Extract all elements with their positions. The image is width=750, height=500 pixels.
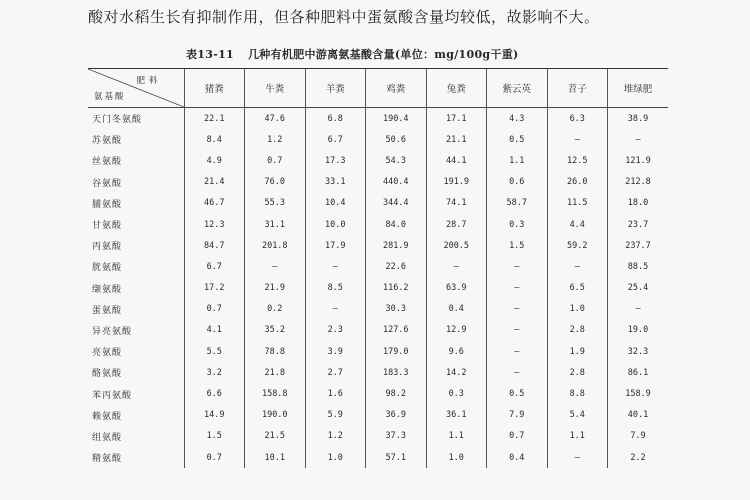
- table-cell: —: [608, 129, 669, 150]
- table-cell: 40.1: [608, 405, 669, 426]
- table-cell: 23.7: [608, 214, 669, 235]
- table-cell: —: [487, 256, 548, 277]
- table-cell: 1.2: [305, 426, 366, 447]
- table-cell: 11.5: [547, 193, 608, 214]
- table-cell: 21.5: [245, 426, 306, 447]
- table-cell: 1.5: [184, 426, 245, 447]
- table-cell: 76.0: [245, 172, 306, 193]
- table-cell: 74.1: [426, 193, 487, 214]
- table-cell: 33.1: [305, 172, 366, 193]
- table-cell: 1.1: [547, 426, 608, 447]
- table-cell: 6.5: [547, 278, 608, 299]
- table-cell: 201.8: [245, 235, 306, 256]
- table-cell: 35.2: [245, 320, 306, 341]
- table-cell: 84.0: [366, 214, 427, 235]
- table-cell: —: [487, 320, 548, 341]
- table-cell: 46.7: [184, 193, 245, 214]
- table-cell: 4.3: [487, 108, 548, 130]
- table-cell: —: [547, 129, 608, 150]
- table-cell: 4.9: [184, 150, 245, 171]
- table-cell: 0.6: [487, 172, 548, 193]
- table-cell: 6.7: [305, 129, 366, 150]
- table-cell: 1.0: [426, 447, 487, 468]
- table-cell: 21.9: [245, 278, 306, 299]
- row-label: 异亮氨酸: [92, 326, 133, 337]
- table-cell: 21.1: [426, 129, 487, 150]
- table-cell: 440.4: [366, 172, 427, 193]
- table-cell: 0.7: [184, 299, 245, 320]
- table-cell: —: [487, 341, 548, 362]
- table-cell: 17.3: [305, 150, 366, 171]
- table-cell: 31.1: [245, 214, 306, 235]
- table-cell: 7.9: [608, 426, 669, 447]
- row-label: 酪氨酸: [92, 369, 123, 380]
- row-label: 赖氨酸: [92, 411, 123, 422]
- table-cell: 2.8: [547, 362, 608, 383]
- table-cell: 22.1: [184, 108, 245, 130]
- table-row: [88, 172, 668, 193]
- intro-paragraph: 酸对水稻生长有抑制作用，但各种肥料中蛋氨酸含量均较低，故影响不大。: [88, 8, 600, 26]
- table-cell: 55.3: [245, 193, 306, 214]
- table-cell: 5.5: [184, 341, 245, 362]
- table-cell: 0.3: [426, 383, 487, 404]
- table-row: [88, 383, 668, 404]
- table-row: [88, 214, 668, 235]
- table-cell: 127.6: [366, 320, 427, 341]
- table-cell: 17.1: [426, 108, 487, 130]
- table-cell: 18.0: [608, 193, 669, 214]
- table-cell: 1.6: [305, 383, 366, 404]
- table-cell: 28.7: [426, 214, 487, 235]
- table-row: [88, 320, 668, 341]
- table-cell: —: [426, 256, 487, 277]
- table-cell: 63.9: [426, 278, 487, 299]
- table-cell: 4.1: [184, 320, 245, 341]
- table-row: [88, 235, 668, 256]
- column-header: 苕子: [547, 69, 608, 108]
- table-cell: 1.9: [547, 341, 608, 362]
- table-cell: 6.3: [547, 108, 608, 130]
- corner-label-fertilizer: 肥料: [136, 76, 162, 86]
- table-cell: 0.7: [487, 426, 548, 447]
- table-row: [88, 193, 668, 214]
- table-cell: 54.3: [366, 150, 427, 171]
- table-cell: 37.3: [366, 426, 427, 447]
- row-label: 丝氨酸: [92, 157, 123, 168]
- table-cell: 3.9: [305, 341, 366, 362]
- diagonal-header-cell: [88, 69, 184, 108]
- column-header: 羊粪: [305, 69, 366, 108]
- table-cell: 12.5: [547, 150, 608, 171]
- table-cell: 2.8: [547, 320, 608, 341]
- table-header-row: [88, 69, 668, 108]
- table-cell: 10.4: [305, 193, 366, 214]
- table-cell: 237.7: [608, 235, 669, 256]
- table-cell: 1.5: [487, 235, 548, 256]
- column-header: 鸡粪: [366, 69, 427, 108]
- table-cell: 36.9: [366, 405, 427, 426]
- table-cell: 30.3: [366, 299, 427, 320]
- table-cell: 7.9: [487, 405, 548, 426]
- table-row: [88, 447, 668, 468]
- table-cell: 183.3: [366, 362, 427, 383]
- table-row: [88, 362, 668, 383]
- amino-acid-table: [88, 68, 668, 468]
- table-cell: —: [608, 299, 669, 320]
- table-cell: 14.2: [426, 362, 487, 383]
- table-cell: 0.2: [245, 299, 306, 320]
- table-cell: 1.0: [305, 447, 366, 468]
- table-cell: —: [547, 256, 608, 277]
- table-cell: 0.4: [426, 299, 487, 320]
- row-label: 苯丙氨酸: [92, 390, 133, 401]
- table-cell: 21.8: [245, 362, 306, 383]
- table-cell: —: [487, 299, 548, 320]
- corner-label-amino-acid: 氨基酸: [94, 92, 126, 102]
- table-cell: —: [245, 256, 306, 277]
- table-cell: 179.0: [366, 341, 427, 362]
- row-label: 脯氨酸: [92, 199, 123, 210]
- table-cell: 2.7: [305, 362, 366, 383]
- table-cell: 14.9: [184, 405, 245, 426]
- row-label: 胱氨酸: [92, 263, 123, 274]
- table-cell: 344.4: [366, 193, 427, 214]
- column-header: 紫云英: [487, 69, 548, 108]
- row-label: 蛋氨酸: [92, 305, 123, 316]
- table-cell: 78.8: [245, 341, 306, 362]
- table-cell: 1.1: [487, 150, 548, 171]
- table-row: [88, 256, 668, 277]
- table-cell: 12.9: [426, 320, 487, 341]
- column-header: 猪粪: [184, 69, 245, 108]
- column-header: 兔粪: [426, 69, 487, 108]
- table-cell: 5.9: [305, 405, 366, 426]
- table-cell: 88.5: [608, 256, 669, 277]
- row-label: 组氨酸: [92, 432, 123, 443]
- table-cell: 0.4: [487, 447, 548, 468]
- table-cell: —: [305, 256, 366, 277]
- table-cell: 5.4: [547, 405, 608, 426]
- table-cell: 1.1: [426, 426, 487, 447]
- table-cell: 6.8: [305, 108, 366, 130]
- row-label: 缬氨酸: [92, 284, 123, 295]
- table-cell: 59.2: [547, 235, 608, 256]
- table-cell: 9.6: [426, 341, 487, 362]
- table-cell: 8.5: [305, 278, 366, 299]
- table-cell: 281.9: [366, 235, 427, 256]
- table-cell: 4.4: [547, 214, 608, 235]
- table-cell: 19.0: [608, 320, 669, 341]
- table-caption: [186, 46, 519, 62]
- table-cell: 22.6: [366, 256, 427, 277]
- table-cell: 32.3: [608, 341, 669, 362]
- table-number: 表13-11: [186, 48, 234, 61]
- table-cell: 26.0: [547, 172, 608, 193]
- table-row: [88, 278, 668, 299]
- row-label: 丙氨酸: [92, 242, 123, 253]
- table-cell: —: [487, 278, 548, 299]
- table-row: [88, 299, 668, 320]
- table-row: [88, 426, 668, 447]
- table-cell: 0.7: [245, 150, 306, 171]
- table-cell: 190.0: [245, 405, 306, 426]
- table-cell: 191.9: [426, 172, 487, 193]
- row-label: 精氨酸: [92, 454, 123, 465]
- table-cell: 1.0: [547, 299, 608, 320]
- table-cell: 0.5: [487, 383, 548, 404]
- table-cell: 38.9: [608, 108, 669, 130]
- table-cell: 25.4: [608, 278, 669, 299]
- table-cell: 8.8: [547, 383, 608, 404]
- table-cell: —: [547, 447, 608, 468]
- column-header: 堆绿肥: [608, 69, 669, 108]
- table-cell: 0.5: [487, 129, 548, 150]
- table-cell: 36.1: [426, 405, 487, 426]
- table-cell: 8.4: [184, 129, 245, 150]
- table-cell: 44.1: [426, 150, 487, 171]
- table-cell: 84.7: [184, 235, 245, 256]
- table-row: [88, 341, 668, 362]
- table-cell: 21.4: [184, 172, 245, 193]
- table-cell: 121.9: [608, 150, 669, 171]
- table-cell: 12.3: [184, 214, 245, 235]
- table-body: [88, 108, 668, 469]
- table-cell: 2.2: [608, 447, 669, 468]
- table-cell: 6.7: [184, 256, 245, 277]
- table-cell: 212.8: [608, 172, 669, 193]
- row-label: 天门冬氨酸: [92, 115, 143, 126]
- table-cell: 0.7: [184, 447, 245, 468]
- table-cell: 3.2: [184, 362, 245, 383]
- table-cell: 17.2: [184, 278, 245, 299]
- table-cell: 47.6: [245, 108, 306, 130]
- table-row: [88, 129, 668, 150]
- row-label: 谷氨酸: [92, 178, 123, 189]
- table-cell: 10.1: [245, 447, 306, 468]
- table-cell: 190.4: [366, 108, 427, 130]
- table-cell: 1.2: [245, 129, 306, 150]
- table-cell: 50.6: [366, 129, 427, 150]
- table-cell: —: [487, 362, 548, 383]
- row-label: 亮氨酸: [92, 348, 123, 359]
- table-cell: 158.8: [245, 383, 306, 404]
- column-header: 牛粪: [245, 69, 306, 108]
- table-cell: 57.1: [366, 447, 427, 468]
- table-cell: 0.3: [487, 214, 548, 235]
- table-row: [88, 405, 668, 426]
- table-cell: 98.2: [366, 383, 427, 404]
- row-label: 苏氨酸: [92, 136, 123, 147]
- row-label: 甘氨酸: [92, 221, 123, 232]
- table-cell: —: [305, 299, 366, 320]
- table-cell: 86.1: [608, 362, 669, 383]
- table-cell: 158.9: [608, 383, 669, 404]
- table-cell: 200.5: [426, 235, 487, 256]
- table-cell: 17.9: [305, 235, 366, 256]
- table-cell: 116.2: [366, 278, 427, 299]
- table-cell: 2.3: [305, 320, 366, 341]
- table-cell: 10.0: [305, 214, 366, 235]
- table-row: [88, 108, 668, 130]
- table-row: [88, 150, 668, 171]
- table-cell: 58.7: [487, 193, 548, 214]
- table-cell: 6.6: [184, 383, 245, 404]
- table-title: 几种有机肥中游离氨基酸含量(单位：mg/100g干重): [247, 48, 519, 61]
